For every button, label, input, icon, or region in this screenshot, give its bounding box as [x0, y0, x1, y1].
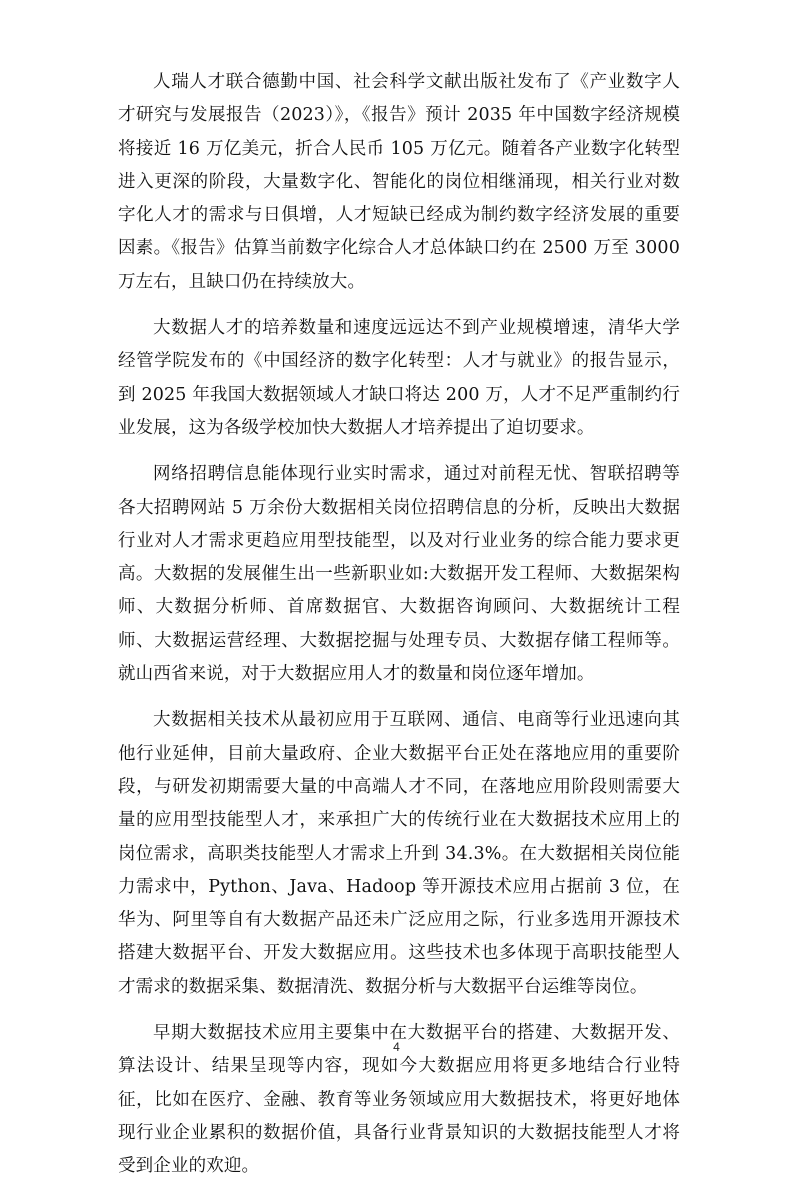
body-text	[118, 66, 680, 1197]
paragraph-industry-integration: 早期大数据技术应用主要集中在大数据平台的搭建、大数据开发、算法设计、结果呈现等内容，现如今大数据应用将更多地结合行业特征，比如在医疗、金融、教育等业务领域应用大数据技术，将更好地体现行业企业累积的数据价值，具备行业背景知识的大数据技能型人才将受到企业的欢迎。	[118, 1023, 680, 1177]
paragraph-big-data-talent-gap: 大数据人才的培养数量和速度远远达不到产业规模增速，清华大学经管学院发布的《中国经济的数字化转型：人才与就业》的报告显示，到 2025 年我国大数据领域人才缺口将达 200 万，人才不足严重制约行业发展，这为各级学校加快大数据人才培养提出了迫切要求。	[118, 318, 680, 438]
paragraph-technology-application: 大数据相关技术从最初应用于互联网、通信、电商等行业迅速向其他行业延伸，目前大量政府、企业大数据平台正处在落地应用的重要阶段，与研发初期需要大量的中高端人才不同，在落地应用阶段则需要大量的应用型技能型人才，来承担广大的传统行业在大数据技术应用上的岗位需求，高职类技能型人才需求上升到 34.3%。在大数据相关岗位能力需求中，Python、Java、Hadoop 等开源技术应用占据前 3 位，在华为、阿里等自有大数据产品还未广泛应用之际，行业多选用开源技术搭建大数据平台、开发大数据应用。这些技术也多体现于高职技能型人才需求的数据采集、数据清洗、数据分析与大数据平台运维等岗位。	[118, 710, 680, 997]
page-number: 4	[393, 1040, 400, 1054]
paragraph-recruitment-analysis: 网络招聘信息能体现行业实时需求，通过对前程无忧、智联招聘等各大招聘网站 5 万余份大数据相关岗位招聘信息的分析，反映出大数据行业对人才需求更趋应用型技能型，以及对行业业务的综合能力要求更高。大数据的发展催生出一些新职业如:大数据开发工程师、大数据架构师、大数据分析师、首席数据官、大数据咨询顾问、大数据统计工程师、大数据运营经理、大数据挖掘与处理专员、大数据存储工程师等。就山西省来说，对于大数据应用人才的数量和岗位逐年增加。	[118, 464, 680, 685]
paragraph-digital-talent-report: 人瑞人才联合德勤中国、社会科学文献出版社发布了《产业数字人才研究与发展报告（2023）》，《报告》预计 2035 年中国数字经济规模将接近 16 万亿美元，折合人民币 105 万亿元。随着各产业数字化转型进入更深的阶段，大量数字化、智能化的岗位相继涌现，相关行业对数字化人才的需求与日俱增，人才短缺已经成为制约数字经济发展的重要因素。《报告》估算当前数字化综合人才总体缺口约在 2500 万至 3000 万左右，且缺口仍在持续放大。	[118, 72, 680, 292]
